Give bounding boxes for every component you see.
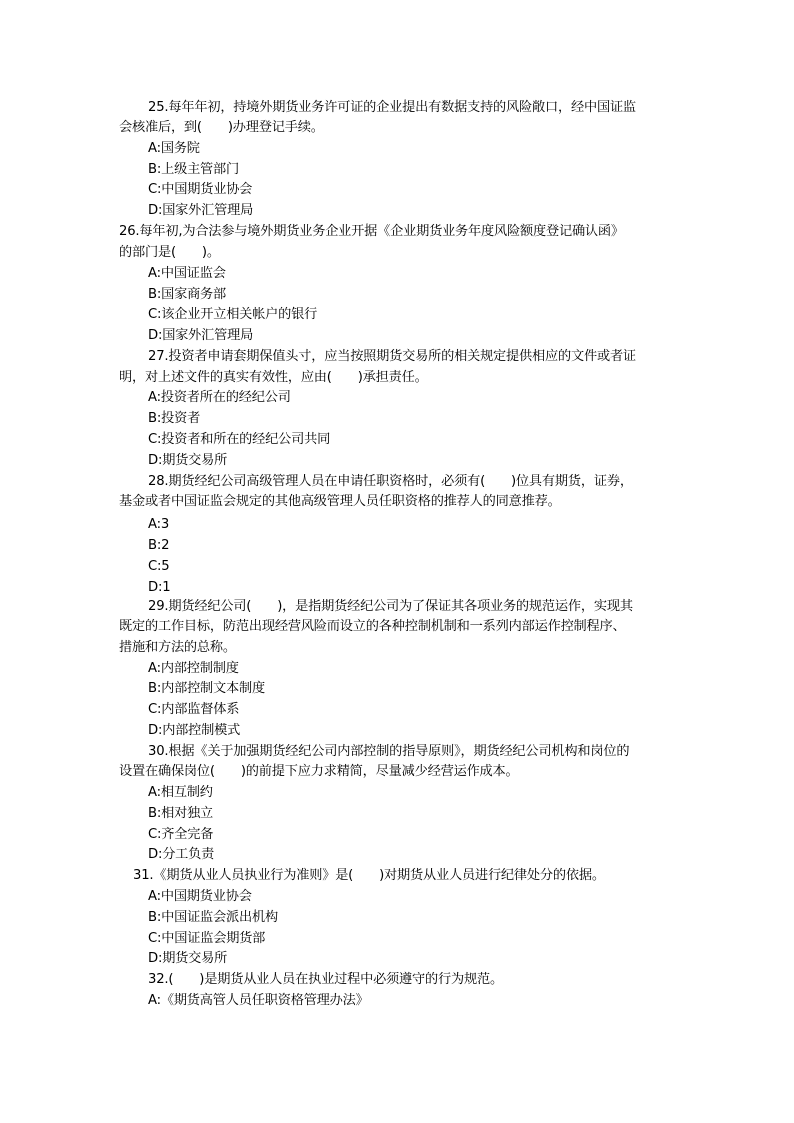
question-29-option-a: A:内部控制制度: [148, 661, 239, 676]
question-29-option-c: C:内部监督体系: [148, 702, 240, 717]
question-26-option-d: D:国家外汇管理局: [148, 328, 254, 343]
question-31-line-1: 31.《期货从业人员执业行为准则》是( )对期货从业人员进行纪律处分的依据。: [133, 868, 605, 883]
question-25-line-1: 25.每年年初，持境外期货业务许可证的企业提出有数据支持的风险敞口，经中国证监: [148, 100, 636, 115]
question-26-option-c: C:该企业开立相关帐户的银行: [148, 307, 318, 322]
question-30-option-d: D:分工负责: [148, 847, 215, 862]
question-26-option-b: B:国家商务部: [148, 287, 227, 302]
question-29-line-1: 29.期货经纪公司( )，是指期货经纪公司为了保证其各项业务的规范运作，实现其: [148, 599, 633, 614]
question-30-option-b: B:相对独立: [148, 806, 214, 821]
question-28-option-b: B:2: [148, 538, 170, 553]
question-29-line-2: 既定的工作目标，防范出现经营风险而设立的各种控制机制和一系列内部运作控制程序、: [119, 619, 626, 634]
question-26-line-1: 26.每年初,为合法参与境外期货业务企业开据《企业期货业务年度风险额度登记确认函》: [119, 224, 624, 239]
question-28-line-2: 基金或者中国证监会规定的其他高级管理人员任职资格的推荐人的同意推荐。: [119, 494, 561, 509]
question-26-option-a: A:中国证监会: [148, 266, 226, 281]
question-27-option-d: D:期货交易所: [148, 453, 228, 468]
question-29-option-b: B:内部控制文本制度: [148, 681, 265, 696]
question-28-option-d: D:1: [148, 580, 171, 595]
question-27-line-1: 27.投资者申请套期保值头寸，应当按照期货交易所的相关规定提供相应的文件或者证: [148, 349, 636, 364]
question-25-line-2: 会核准后，到( )办理登记手续。: [119, 120, 324, 135]
question-30-option-a: A:相互制约: [148, 785, 213, 800]
question-25-option-d: D:国家外汇管理局: [148, 203, 254, 218]
question-28-option-c: C:5: [148, 559, 170, 574]
question-29-option-d: D:内部控制模式: [148, 723, 241, 738]
question-28-line-1: 28.期货经纪公司高级管理人员在申请任职资格时，必须有( )位具有期货，证券，: [148, 474, 633, 489]
question-31-option-c: C:中国证监会期货部: [148, 931, 266, 946]
question-27-line-2: 明，对上述文件的真实有效性，应由( )承担责任。: [119, 370, 428, 385]
question-31-option-d: D:期货交易所: [148, 951, 228, 966]
question-25-option-a: A:国务院: [148, 141, 200, 156]
question-25-option-b: B:上级主管部门: [148, 162, 240, 177]
question-25-option-c: C:中国期货业协会: [148, 182, 253, 197]
question-30-option-c: C:齐全完备: [148, 827, 214, 842]
question-32-line-1: 32.( )是期货从业人员在执业过程中必须遵守的行为规范。: [148, 972, 503, 987]
question-30-line-2: 设置在确保岗位( )的前提下应力求精简，尽量减少经营运作成本。: [119, 764, 519, 779]
question-31-option-b: B:中国证监会派出机构: [148, 910, 278, 925]
question-28-option-a: A:3: [148, 517, 170, 532]
question-26-line-2: 的部门是( )。: [119, 245, 220, 260]
question-27-option-b: B:投资者: [148, 411, 201, 426]
question-29-line-3: 措施和方法的总称。: [119, 640, 236, 655]
question-30-line-1: 30.根据《关于加强期货经纪公司内部控制的指导原则》，期货经纪公司机构和岗位的: [148, 744, 630, 759]
question-27-option-c: C:投资者和所在的经纪公司共同: [148, 432, 331, 447]
question-32-option-a: A:《期货高管人员任职资格管理办法》: [148, 993, 369, 1008]
question-27-option-a: A:投资者所在的经纪公司: [148, 390, 291, 405]
question-31-option-a: A:中国期货业协会: [148, 889, 252, 904]
